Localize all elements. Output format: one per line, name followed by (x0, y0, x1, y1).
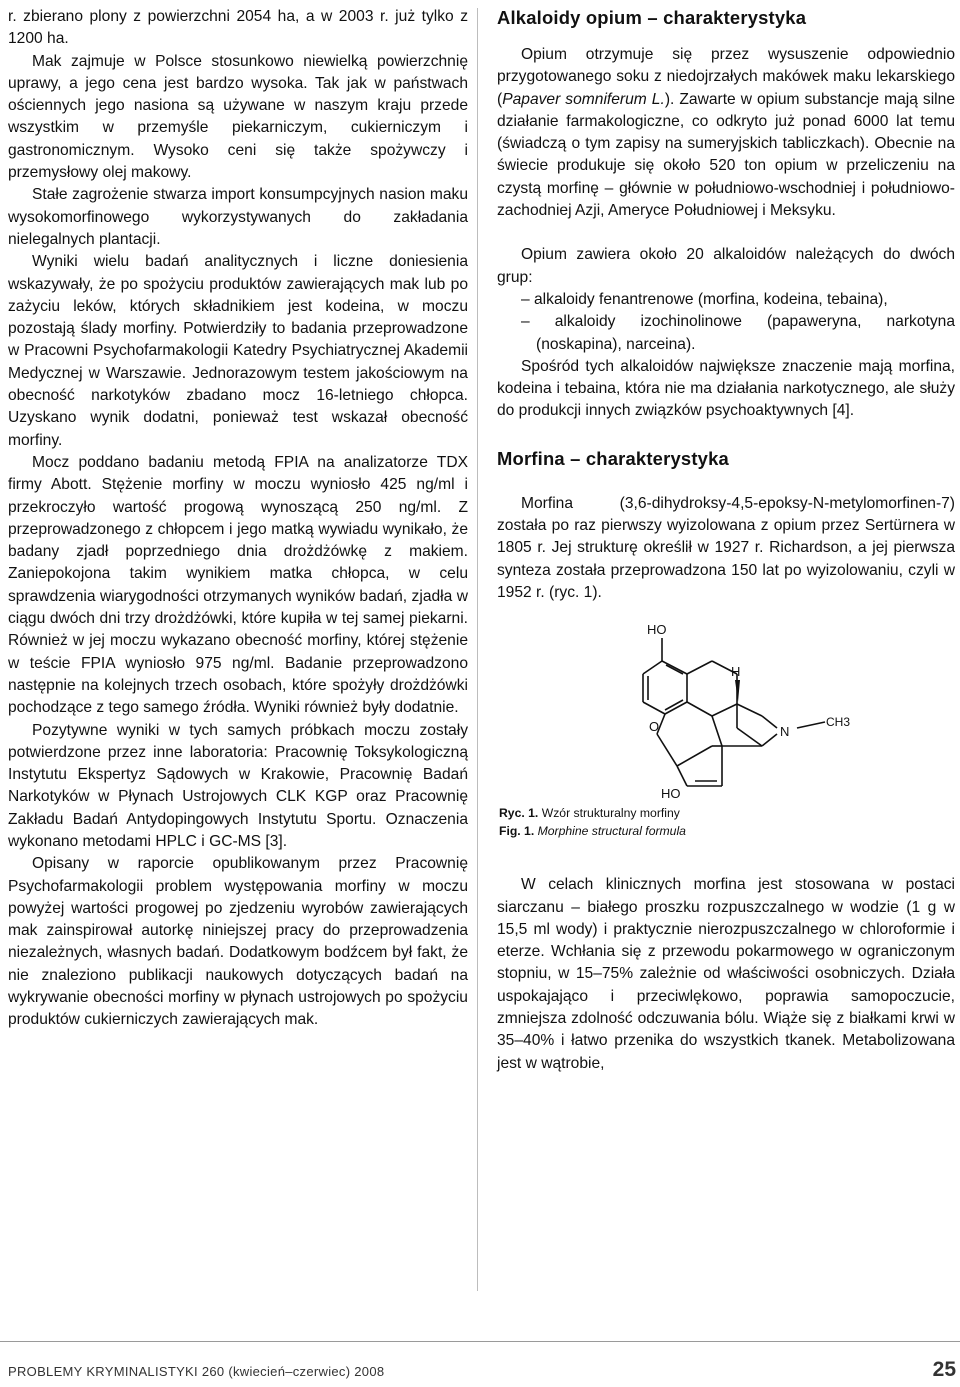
left-column (8, 6, 468, 1032)
paragraph: Mak zajmuje w Polsce stosunkowo niewielką powierzchnię uprawy, a jego cena jest bardzo wysoka. Tak jak w państwach ościennych jego nasiona są używane w naszym kraju przede wszystkim w przemyśle piekarniczym, cukierniczym i gastronomicznym. Wysoko ceni się także spożywczy i przemysłowy olej makowy. (8, 52, 468, 182)
section-heading: Alkaloidy opium – charakterystyka (497, 7, 807, 28)
list-item: – alkaloidy fenantrenowe (morfina, kodeina, tebaina), (521, 290, 888, 308)
paragraph: Opisany w raporcie opublikowanym przez Pracownię Psychofarmakologii problem występowania morfiny w moczu powyżej wartości progowej po zjedzeniu wyrobów zawierających mak zainspirował autorkę niniejszej pracy do przeprowadzenia niezależnych, własnych badań. Dodatkowym bodźcem był fakt, że nie znaleziono publikacji naukowych dotyczących badań na wykrywanie obecności morfiny w płynach ustrojowych po spożyciu produktów cukierniczych zawierających mak. (8, 855, 468, 1029)
caption-label: Fig. 1. (499, 824, 535, 839)
paragraph: W celach klinicznych morfina jest stosowana w postaci siarczanu – białego proszku rozpuszczalnego w wodzie (1 g w 15,5 ml wody) i praktycznie nierozpuszczalnego w chloroformie i eterze. Wchłania się z przewodu pokarmowego w ograniczonym stopniu, w 15–75% zależnie od właściwości osobniczych. Działa uspokajająco i przeciwlękowo, poprawia samopoczucie, zmniejsza zdolność odczuwania bólu. Wiąże się z białkami krwi w 35–40% i łatwo przenika do wszystkich tkanek. Metabolizowana jest w wątrobie, (497, 876, 955, 1072)
column-divider (477, 8, 478, 1291)
paragraph: Mocz poddano badaniu metodą FPIA na analizatorze TDX firmy Abott. Stężenie morfiny w moczu wyniosło 425 ng/ml i przekroczyło wartość progową wynoszącą 250 ng/ml. Z przeprowadzonego z chłopcem i jego matką wywiadu wynikało, że badany zjadł poprzedniego dnia drożdżówkę z makiem. Zaniepokojona takim wynikiem matka chłopca, w celu sprawdzenia wiarygodności otrzymanych wyników badań, zjadła w ciągu dwóch dni trzy drożdżówki, które kupiła w tej samej piekarni. Również w jej moczu wykazano obecność morfiny, której stężenie w teście FPIA wyniosło 975 ng/ml. Badanie przeprowadzono następnie na kolejnych trzech osobach, które spożyły drożdżówki pochodzące z tego samego źródła. Wyniki również były dodatnie. (8, 453, 468, 717)
hydrogen-label: H (731, 664, 741, 680)
paragraph: Spośród tych alkaloidów największe znaczenie mają morfina, kodeina i tebaina, która nie ma działania narkotycznego, ale służy do produkcji innych związków psychoaktywnych [4]. (497, 357, 955, 420)
nitrogen-label: N (780, 724, 790, 740)
paragraph: Stałe zagrożenie stwarza import konsumpcyjnych nasion maku wysokomorfinowego wykorzystywanych do zakładania nielegalnych plantacji. (8, 186, 468, 248)
ho-label: HO (647, 622, 667, 638)
paragraph: r. zbierano plony z powierzchni 2054 ha, a w 2003 r. już tylko z 1200 ha. (8, 8, 468, 48)
morphine-structure-diagram (617, 616, 857, 801)
footer-rule (0, 1341, 960, 1342)
paragraph: Wyniki wielu badań analitycznych i liczne doniesienia wskazywały, że po spożyciu produktów zawierających mak lub po zażyciu leków, których składnikiem jest kodeina, w moczu pozostają ślady morfiny. Potwierdziły to badania przeprowadzone w Pracowni Psychofarmakologii Katedry Psychiatrycznej Akademii Medycznej w Warszawie. Jednorazowym testem jakościowym na obecność narkotyków zbadano mocz 16-letniego chłopca. Uzyskano wynik dodatni, ponieważ test wskazał obecność morfiny. (8, 253, 468, 449)
latin-name: Papaver somniferum L. (502, 90, 665, 108)
ho-label: HO (661, 786, 681, 802)
caption-label: Ryc. 1. (499, 806, 539, 821)
caption-text: Morphine structural formula (537, 824, 686, 839)
methyl-label: CH3 (826, 715, 851, 730)
paragraph: Pozytywne wyniki w tych samych próbkach moczu zostały potwierdzone przez inne laboratoria: Pracownię Toksykologiczną Instytutu Ekspertyz Sądowych w Krakowie, Pracownię Badań Narkotyków w Płynach Ustrojowych CLK KGP oraz Pracownię Zakładu Badań Antydopingowych Instytutu Sportu. Oznaczenia wykonano metodami HPLC i GC-MS [3]. (8, 721, 468, 850)
section-heading: Morfina – charakterystyka (497, 447, 729, 469)
paragraph: Opium otrzymuje się przez wysuszenie odpowiednio przygotowanego soku z niedojrzałych makówek maku lekarskiego (Papaver somniferum L.). Zawarte w opium substancje mają silne działanie farmakologiczne, co odkryto już ponad 6000 lat temu (świadczą o tym zapisy na sumeryjskich tabliczkach). Obecnie na świecie produkuje się około 520 ton opium w przeliczeniu na czystą morfinę – głównie w południowo-wschodniej i południowo-zachodniej Azji, Ameryce Południowej i Meksyku. (497, 46, 955, 220)
paragraph: Morfina (3,6-dihydroksy-4,5-epoksy-N-metylomorfinen-7) została po raz pierwszy wyizolowana z opium przez Sertürnera w 1805 r. Jej strukturę określił w 1927 r. Richardson, a jej pierwsza synteza została przeprowadzona 150 lat po wyizolowaniu, czyli w 1952 r. (ryc. 1). (497, 494, 955, 601)
paragraph: Opium zawiera około 20 alkaloidów należących do dwóch grup: (497, 246, 955, 286)
morphine-structure-figure (497, 616, 955, 804)
figure-caption (499, 804, 955, 840)
page-number: 25 (932, 1358, 956, 1381)
right-column (497, 6, 955, 1075)
journal-footer: PROBLEMY KRYMINALISTYKI 260 (kwiecień–czerwiec) 2008 (8, 1364, 385, 1379)
caption-text: Wzór strukturalny morfiny (541, 806, 680, 821)
list-item: – alkaloidy izochinolinowe (papaweryna, narkotyna (noskapina), narceina). (521, 313, 955, 353)
oxygen-label: O (649, 719, 660, 735)
